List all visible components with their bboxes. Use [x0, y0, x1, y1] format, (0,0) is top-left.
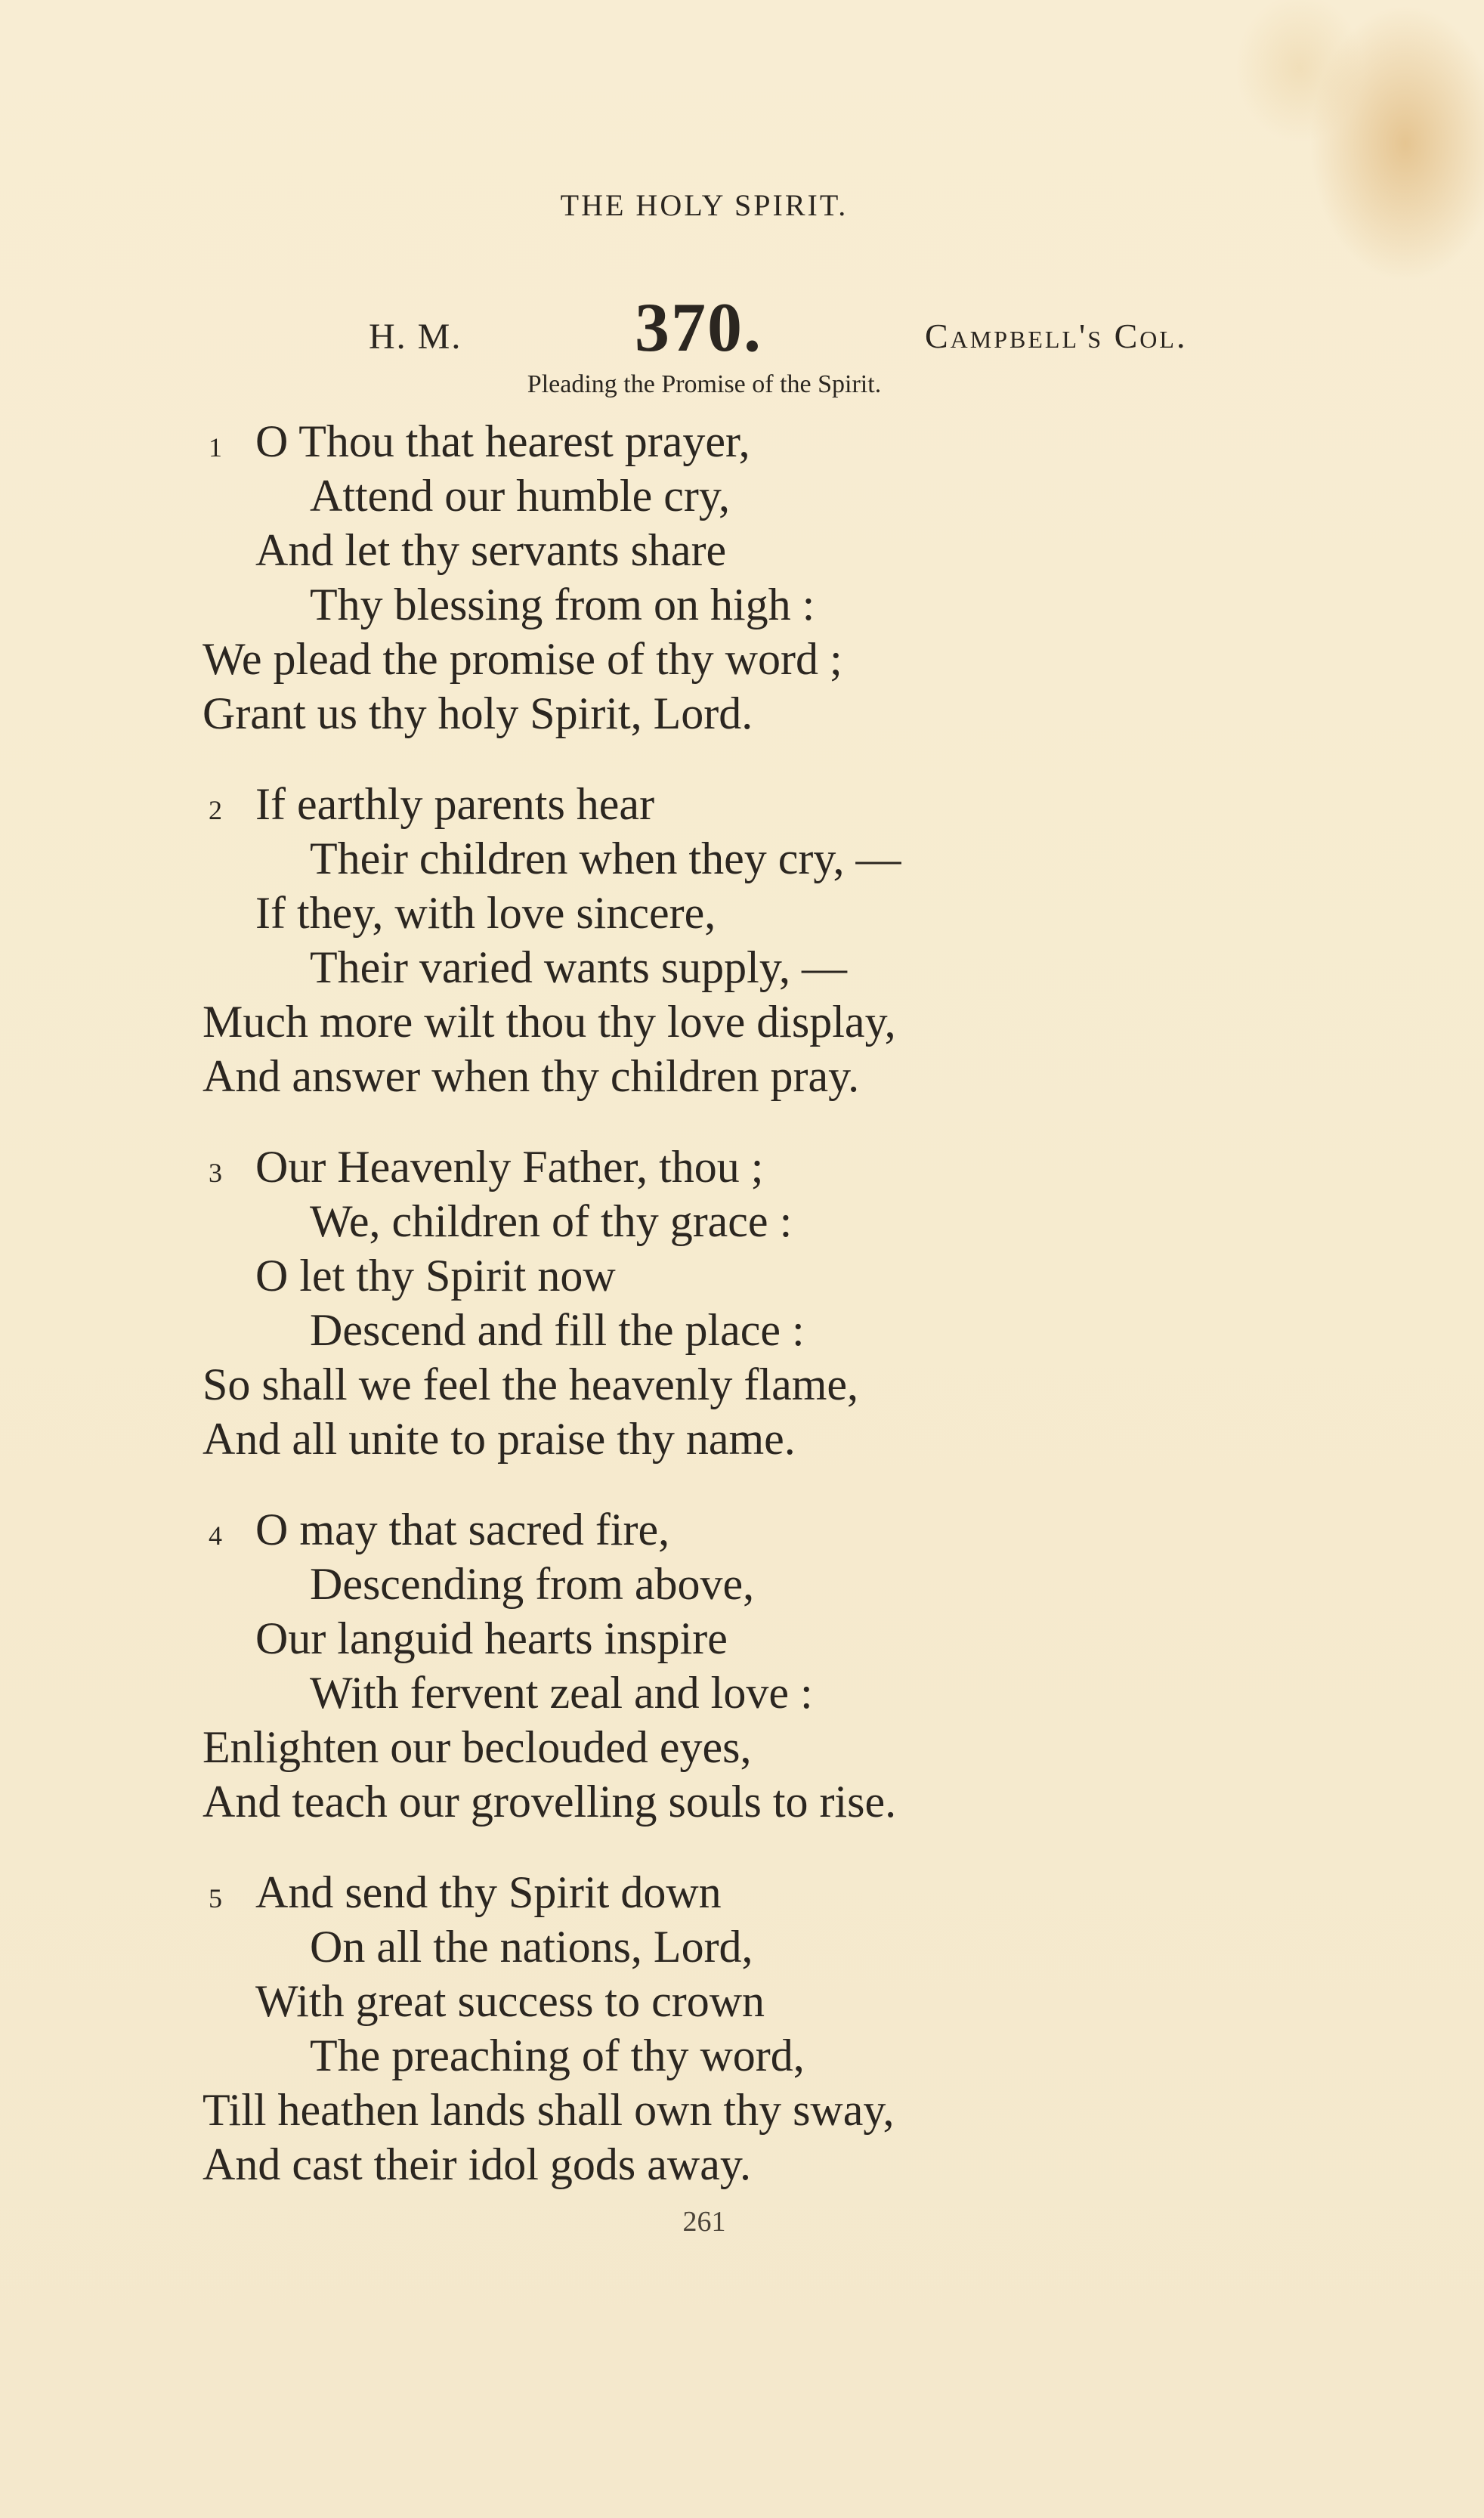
page-number: 261 — [682, 2206, 726, 2238]
verse-line: And teach our grovelling souls to rise. — [203, 1777, 897, 1827]
verse-line: If earthly parents hear — [255, 779, 655, 829]
verse-line: Much more wilt thou thy love display, — [203, 997, 896, 1047]
verse-line: Thy blessing from on high : — [310, 580, 815, 630]
verse-line: Their children when they cry, — — [310, 834, 901, 883]
verse-line: Our languid hearts inspire — [255, 1613, 728, 1663]
verse-line: Attend our humble cry, — [310, 471, 730, 521]
verse-line: Their varied wants supply, — — [310, 942, 847, 992]
stanza-number: 3 — [209, 1158, 222, 1188]
verse-line: O may that sacred fire, — [255, 1505, 670, 1554]
hymn-tune: Campbell's Col. — [925, 317, 1188, 355]
stanza-number: 4 — [209, 1520, 222, 1551]
hymn-meter: H. M. — [369, 317, 462, 357]
verse-line: Grant us thy holy Spirit, Lord. — [203, 688, 753, 738]
verse-line: So shall we feel the heavenly flame, — [203, 1360, 859, 1409]
stanza-number: 1 — [209, 432, 222, 462]
verse-line: The preaching of thy word, — [310, 2031, 805, 2080]
stanza-number: 2 — [209, 795, 222, 825]
verse-line: Till heathen lands shall own thy sway, — [203, 2085, 895, 2135]
verse-line: Descending from above, — [310, 1559, 755, 1609]
verse-line: With great success to crown — [255, 1976, 765, 2026]
verse-line: Our Heavenly Father, thou ; — [255, 1142, 764, 1192]
verse-line: And let thy servants share — [255, 525, 727, 575]
hymn-subtitle: Pleading the Promise of the Spirit. — [527, 370, 882, 398]
verse-line: If they, with love sincere, — [255, 888, 716, 938]
verse-line: Descend and fill the place : — [310, 1305, 805, 1355]
verse-line: And all unite to praise thy name. — [203, 1414, 796, 1464]
verse-line: And cast their idol gods away. — [203, 2139, 751, 2189]
verse-line: We, children of thy grace : — [310, 1196, 793, 1246]
verse-line: O let thy Spirit now — [255, 1251, 616, 1301]
running-head: THE HOLY SPIRIT. — [560, 188, 849, 222]
verse-line: On all the nations, Lord, — [310, 1922, 753, 1972]
verse-line: We plead the promise of thy word ; — [203, 634, 842, 684]
verse-line: Enlighten our beclouded eyes, — [203, 1722, 752, 1772]
verse-line: And answer when thy children pray. — [203, 1051, 860, 1101]
stanza-number: 5 — [209, 1883, 222, 1913]
verse-line: And send thy Spirit down — [255, 1867, 722, 1917]
verse-line: With fervent zeal and love : — [310, 1668, 813, 1718]
verse-line: O Thou that hearest prayer, — [255, 416, 750, 466]
hymn-number: 370. — [635, 289, 762, 366]
hymn-header — [0, 287, 1484, 370]
